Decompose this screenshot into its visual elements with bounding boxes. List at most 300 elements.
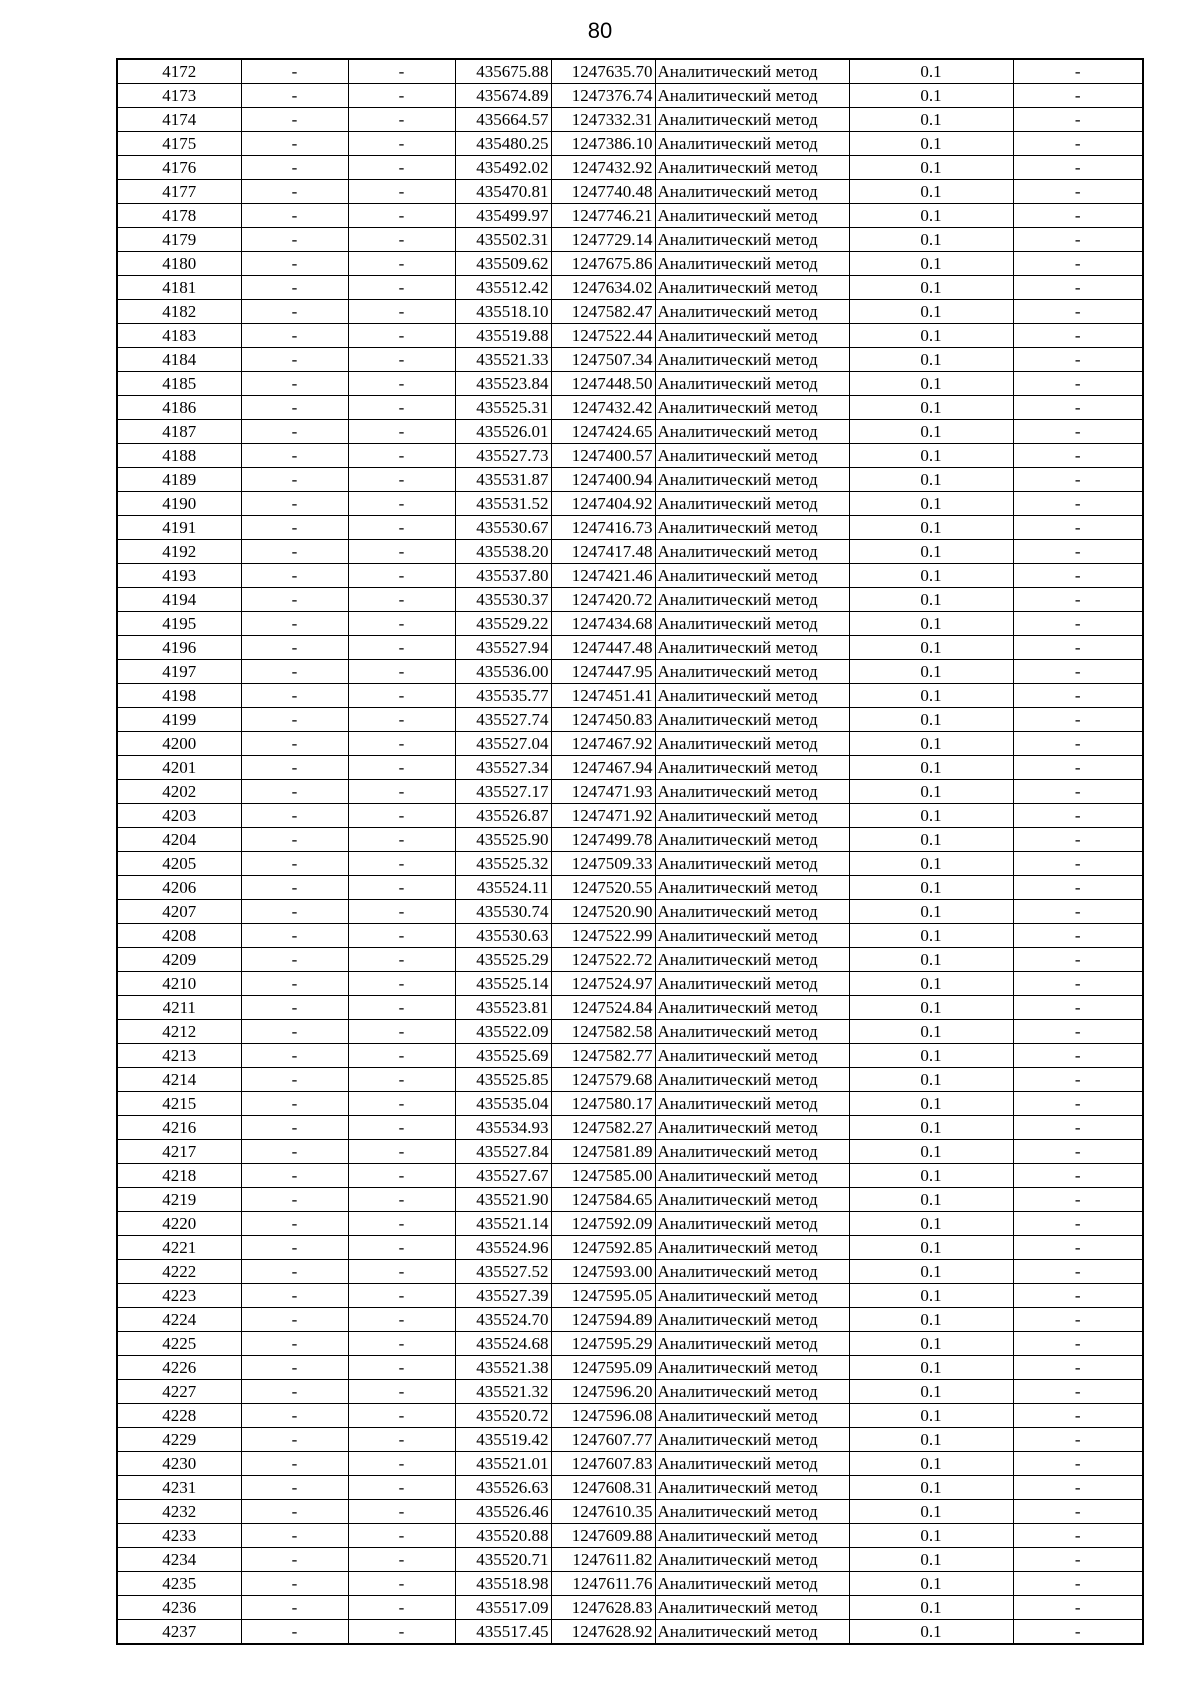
empty-cell-a: -	[241, 756, 348, 780]
table-row	[117, 1476, 1143, 1500]
table-row	[117, 276, 1143, 300]
empty-cell-c: -	[1013, 780, 1143, 804]
method-cell: Аналитический метод	[655, 1260, 849, 1284]
method-cell: Аналитический метод	[655, 1572, 849, 1596]
accuracy-cell: 0.1	[849, 852, 1013, 876]
x-coordinate-cell: 435512.42	[455, 276, 551, 300]
accuracy-cell: 0.1	[849, 1404, 1013, 1428]
empty-cell-a: -	[241, 804, 348, 828]
accuracy-cell: 0.1	[849, 324, 1013, 348]
table-row	[117, 156, 1143, 180]
method-cell: Аналитический метод	[655, 132, 849, 156]
empty-cell-a: -	[241, 828, 348, 852]
point-number-cell: 4226	[117, 1356, 241, 1380]
empty-cell-c: -	[1013, 156, 1143, 180]
point-number-cell: 4237	[117, 1620, 241, 1645]
accuracy-cell: 0.1	[849, 588, 1013, 612]
y-coordinate-cell: 1247729.14	[551, 228, 655, 252]
y-coordinate-cell: 1247596.08	[551, 1404, 655, 1428]
coordinates-table	[116, 58, 1144, 1645]
empty-cell-a: -	[241, 1524, 348, 1548]
empty-cell-b: -	[348, 972, 455, 996]
empty-cell-b: -	[348, 492, 455, 516]
table-row	[117, 1380, 1143, 1404]
y-coordinate-cell: 1247332.31	[551, 108, 655, 132]
point-number-cell: 4203	[117, 804, 241, 828]
table-row	[117, 300, 1143, 324]
empty-cell-a: -	[241, 564, 348, 588]
point-number-cell: 4198	[117, 684, 241, 708]
table-row	[117, 1284, 1143, 1308]
y-coordinate-cell: 1247746.21	[551, 204, 655, 228]
empty-cell-c: -	[1013, 492, 1143, 516]
table-row	[117, 1620, 1143, 1645]
empty-cell-a: -	[241, 1260, 348, 1284]
point-number-cell: 4201	[117, 756, 241, 780]
point-number-cell: 4236	[117, 1596, 241, 1620]
empty-cell-a: -	[241, 1116, 348, 1140]
accuracy-cell: 0.1	[849, 1188, 1013, 1212]
method-cell: Аналитический метод	[655, 1308, 849, 1332]
y-coordinate-cell: 1247507.34	[551, 348, 655, 372]
x-coordinate-cell: 435520.72	[455, 1404, 551, 1428]
x-coordinate-cell: 435521.38	[455, 1356, 551, 1380]
method-cell: Аналитический метод	[655, 1380, 849, 1404]
x-coordinate-cell: 435526.87	[455, 804, 551, 828]
accuracy-cell: 0.1	[849, 1524, 1013, 1548]
y-coordinate-cell: 1247595.29	[551, 1332, 655, 1356]
point-number-cell: 4204	[117, 828, 241, 852]
point-number-cell: 4174	[117, 108, 241, 132]
accuracy-cell: 0.1	[849, 1428, 1013, 1452]
x-coordinate-cell: 435526.63	[455, 1476, 551, 1500]
empty-cell-c: -	[1013, 1236, 1143, 1260]
point-number-cell: 4187	[117, 420, 241, 444]
empty-cell-c: -	[1013, 948, 1143, 972]
empty-cell-b: -	[348, 1620, 455, 1645]
accuracy-cell: 0.1	[849, 828, 1013, 852]
y-coordinate-cell: 1247592.09	[551, 1212, 655, 1236]
empty-cell-c: -	[1013, 132, 1143, 156]
empty-cell-b: -	[348, 372, 455, 396]
y-coordinate-cell: 1247635.70	[551, 59, 655, 84]
empty-cell-c: -	[1013, 924, 1143, 948]
y-coordinate-cell: 1247522.44	[551, 324, 655, 348]
empty-cell-c: -	[1013, 1548, 1143, 1572]
method-cell: Аналитический метод	[655, 588, 849, 612]
empty-cell-b: -	[348, 1572, 455, 1596]
y-coordinate-cell: 1247580.17	[551, 1092, 655, 1116]
point-number-cell: 4217	[117, 1140, 241, 1164]
empty-cell-a: -	[241, 1404, 348, 1428]
point-number-cell: 4178	[117, 204, 241, 228]
empty-cell-a: -	[241, 132, 348, 156]
table-row	[117, 660, 1143, 684]
point-number-cell: 4184	[117, 348, 241, 372]
empty-cell-a: -	[241, 996, 348, 1020]
table-row	[117, 1212, 1143, 1236]
x-coordinate-cell: 435530.63	[455, 924, 551, 948]
accuracy-cell: 0.1	[849, 180, 1013, 204]
accuracy-cell: 0.1	[849, 1452, 1013, 1476]
method-cell: Аналитический метод	[655, 828, 849, 852]
empty-cell-b: -	[348, 1044, 455, 1068]
point-number-cell: 4230	[117, 1452, 241, 1476]
method-cell: Аналитический метод	[655, 684, 849, 708]
method-cell: Аналитический метод	[655, 1452, 849, 1476]
table-row	[117, 228, 1143, 252]
x-coordinate-cell: 435531.87	[455, 468, 551, 492]
empty-cell-a: -	[241, 276, 348, 300]
empty-cell-a: -	[241, 708, 348, 732]
x-coordinate-cell: 435519.88	[455, 324, 551, 348]
method-cell: Аналитический метод	[655, 468, 849, 492]
empty-cell-c: -	[1013, 180, 1143, 204]
table-row	[117, 588, 1143, 612]
empty-cell-a: -	[241, 1188, 348, 1212]
table-row	[117, 1020, 1143, 1044]
empty-cell-a: -	[241, 1500, 348, 1524]
point-number-cell: 4212	[117, 1020, 241, 1044]
empty-cell-a: -	[241, 228, 348, 252]
method-cell: Аналитический метод	[655, 1068, 849, 1092]
x-coordinate-cell: 435521.01	[455, 1452, 551, 1476]
x-coordinate-cell: 435529.22	[455, 612, 551, 636]
accuracy-cell: 0.1	[849, 1596, 1013, 1620]
point-number-cell: 4213	[117, 1044, 241, 1068]
x-coordinate-cell: 435525.32	[455, 852, 551, 876]
empty-cell-c: -	[1013, 372, 1143, 396]
empty-cell-a: -	[241, 636, 348, 660]
empty-cell-c: -	[1013, 732, 1143, 756]
table-row	[117, 1572, 1143, 1596]
table-row	[117, 1308, 1143, 1332]
empty-cell-a: -	[241, 1356, 348, 1380]
empty-cell-b: -	[348, 444, 455, 468]
accuracy-cell: 0.1	[849, 780, 1013, 804]
x-coordinate-cell: 435517.45	[455, 1620, 551, 1645]
method-cell: Аналитический метод	[655, 1548, 849, 1572]
empty-cell-a: -	[241, 948, 348, 972]
accuracy-cell: 0.1	[849, 1092, 1013, 1116]
method-cell: Аналитический метод	[655, 1188, 849, 1212]
empty-cell-c: -	[1013, 636, 1143, 660]
accuracy-cell: 0.1	[849, 84, 1013, 108]
method-cell: Аналитический метод	[655, 228, 849, 252]
accuracy-cell: 0.1	[849, 1356, 1013, 1380]
empty-cell-a: -	[241, 1428, 348, 1452]
point-number-cell: 4231	[117, 1476, 241, 1500]
method-cell: Аналитический метод	[655, 732, 849, 756]
method-cell: Аналитический метод	[655, 396, 849, 420]
empty-cell-c: -	[1013, 1596, 1143, 1620]
method-cell: Аналитический метод	[655, 1524, 849, 1548]
y-coordinate-cell: 1247434.68	[551, 612, 655, 636]
y-coordinate-cell: 1247607.83	[551, 1452, 655, 1476]
method-cell: Аналитический метод	[655, 708, 849, 732]
page-number: 80	[587, 18, 613, 43]
empty-cell-a: -	[241, 780, 348, 804]
x-coordinate-cell: 435534.93	[455, 1116, 551, 1140]
table-row	[117, 252, 1143, 276]
accuracy-cell: 0.1	[849, 1212, 1013, 1236]
y-coordinate-cell: 1247634.02	[551, 276, 655, 300]
method-cell: Аналитический метод	[655, 540, 849, 564]
empty-cell-a: -	[241, 252, 348, 276]
table-row	[117, 1452, 1143, 1476]
point-number-cell: 4200	[117, 732, 241, 756]
empty-cell-b: -	[348, 996, 455, 1020]
x-coordinate-cell: 435527.73	[455, 444, 551, 468]
accuracy-cell: 0.1	[849, 636, 1013, 660]
empty-cell-a: -	[241, 1332, 348, 1356]
empty-cell-b: -	[348, 1548, 455, 1572]
empty-cell-a: -	[241, 1572, 348, 1596]
method-cell: Аналитический метод	[655, 59, 849, 84]
table-row	[117, 1068, 1143, 1092]
method-cell: Аналитический метод	[655, 780, 849, 804]
table-row	[117, 780, 1143, 804]
table-row	[117, 324, 1143, 348]
x-coordinate-cell: 435535.04	[455, 1092, 551, 1116]
empty-cell-a: -	[241, 108, 348, 132]
y-coordinate-cell: 1247424.65	[551, 420, 655, 444]
method-cell: Аналитический метод	[655, 1332, 849, 1356]
empty-cell-b: -	[348, 59, 455, 84]
empty-cell-b: -	[348, 348, 455, 372]
method-cell: Аналитический метод	[655, 156, 849, 180]
y-coordinate-cell: 1247522.72	[551, 948, 655, 972]
table-row	[117, 468, 1143, 492]
table-row	[117, 1116, 1143, 1140]
point-number-cell: 4177	[117, 180, 241, 204]
empty-cell-b: -	[348, 1380, 455, 1404]
y-coordinate-cell: 1247675.86	[551, 252, 655, 276]
table-row	[117, 1356, 1143, 1380]
point-number-cell: 4232	[117, 1500, 241, 1524]
accuracy-cell: 0.1	[849, 732, 1013, 756]
method-cell: Аналитический метод	[655, 300, 849, 324]
empty-cell-b: -	[348, 1452, 455, 1476]
y-coordinate-cell: 1247582.27	[551, 1116, 655, 1140]
empty-cell-a: -	[241, 396, 348, 420]
x-coordinate-cell: 435524.70	[455, 1308, 551, 1332]
empty-cell-b: -	[348, 1164, 455, 1188]
empty-cell-b: -	[348, 156, 455, 180]
method-cell: Аналитический метод	[655, 1476, 849, 1500]
table-row	[117, 972, 1143, 996]
empty-cell-c: -	[1013, 1092, 1143, 1116]
empty-cell-a: -	[241, 59, 348, 84]
accuracy-cell: 0.1	[849, 1164, 1013, 1188]
empty-cell-c: -	[1013, 59, 1143, 84]
point-number-cell: 4224	[117, 1308, 241, 1332]
point-number-cell: 4189	[117, 468, 241, 492]
y-coordinate-cell: 1247596.20	[551, 1380, 655, 1404]
y-coordinate-cell: 1247592.85	[551, 1236, 655, 1260]
empty-cell-b: -	[348, 1260, 455, 1284]
y-coordinate-cell: 1247608.31	[551, 1476, 655, 1500]
y-coordinate-cell: 1247432.42	[551, 396, 655, 420]
table-row	[117, 444, 1143, 468]
empty-cell-a: -	[241, 1620, 348, 1645]
table-row	[117, 204, 1143, 228]
y-coordinate-cell: 1247447.48	[551, 636, 655, 660]
empty-cell-a: -	[241, 876, 348, 900]
table-row	[117, 1236, 1143, 1260]
empty-cell-a: -	[241, 468, 348, 492]
empty-cell-a: -	[241, 1284, 348, 1308]
accuracy-cell: 0.1	[849, 924, 1013, 948]
method-cell: Аналитический метод	[655, 1404, 849, 1428]
table-row	[117, 108, 1143, 132]
table-row	[117, 1596, 1143, 1620]
y-coordinate-cell: 1247584.65	[551, 1188, 655, 1212]
point-number-cell: 4179	[117, 228, 241, 252]
x-coordinate-cell: 435530.67	[455, 516, 551, 540]
accuracy-cell: 0.1	[849, 684, 1013, 708]
empty-cell-b: -	[348, 636, 455, 660]
point-number-cell: 4234	[117, 1548, 241, 1572]
method-cell: Аналитический метод	[655, 996, 849, 1020]
empty-cell-b: -	[348, 300, 455, 324]
method-cell: Аналитический метод	[655, 1500, 849, 1524]
y-coordinate-cell: 1247447.95	[551, 660, 655, 684]
x-coordinate-cell: 435674.89	[455, 84, 551, 108]
point-number-cell: 4180	[117, 252, 241, 276]
point-number-cell: 4205	[117, 852, 241, 876]
empty-cell-c: -	[1013, 348, 1143, 372]
y-coordinate-cell: 1247524.84	[551, 996, 655, 1020]
method-cell: Аналитический метод	[655, 1236, 849, 1260]
x-coordinate-cell: 435526.01	[455, 420, 551, 444]
point-number-cell: 4183	[117, 324, 241, 348]
table-row	[117, 1188, 1143, 1212]
empty-cell-c: -	[1013, 1188, 1143, 1212]
y-coordinate-cell: 1247400.57	[551, 444, 655, 468]
empty-cell-a: -	[241, 84, 348, 108]
table-row	[117, 900, 1143, 924]
empty-cell-c: -	[1013, 900, 1143, 924]
table-row	[117, 996, 1143, 1020]
method-cell: Аналитический метод	[655, 876, 849, 900]
empty-cell-b: -	[348, 1404, 455, 1428]
x-coordinate-cell: 435527.94	[455, 636, 551, 660]
empty-cell-a: -	[241, 1044, 348, 1068]
empty-cell-b: -	[348, 1116, 455, 1140]
x-coordinate-cell: 435521.14	[455, 1212, 551, 1236]
x-coordinate-cell: 435535.77	[455, 684, 551, 708]
method-cell: Аналитический метод	[655, 1020, 849, 1044]
accuracy-cell: 0.1	[849, 612, 1013, 636]
empty-cell-b: -	[348, 924, 455, 948]
empty-cell-a: -	[241, 972, 348, 996]
table-row	[117, 1428, 1143, 1452]
point-number-cell: 4225	[117, 1332, 241, 1356]
point-number-cell: 4235	[117, 1572, 241, 1596]
empty-cell-c: -	[1013, 684, 1143, 708]
empty-cell-b: -	[348, 684, 455, 708]
empty-cell-b: -	[348, 1500, 455, 1524]
empty-cell-c: -	[1013, 828, 1143, 852]
table-row	[117, 1044, 1143, 1068]
empty-cell-a: -	[241, 900, 348, 924]
x-coordinate-cell: 435525.14	[455, 972, 551, 996]
accuracy-cell: 0.1	[849, 1044, 1013, 1068]
empty-cell-c: -	[1013, 804, 1143, 828]
x-coordinate-cell: 435519.42	[455, 1428, 551, 1452]
table-row	[117, 1404, 1143, 1428]
point-number-cell: 4233	[117, 1524, 241, 1548]
table-row	[117, 1500, 1143, 1524]
x-coordinate-cell: 435527.34	[455, 756, 551, 780]
x-coordinate-cell: 435531.52	[455, 492, 551, 516]
y-coordinate-cell: 1247499.78	[551, 828, 655, 852]
method-cell: Аналитический метод	[655, 1596, 849, 1620]
y-coordinate-cell: 1247520.55	[551, 876, 655, 900]
empty-cell-c: -	[1013, 1500, 1143, 1524]
empty-cell-a: -	[241, 324, 348, 348]
empty-cell-a: -	[241, 612, 348, 636]
method-cell: Аналитический метод	[655, 180, 849, 204]
x-coordinate-cell: 435538.20	[455, 540, 551, 564]
empty-cell-a: -	[241, 372, 348, 396]
y-coordinate-cell: 1247607.77	[551, 1428, 655, 1452]
empty-cell-b: -	[348, 324, 455, 348]
point-number-cell: 4216	[117, 1116, 241, 1140]
x-coordinate-cell: 435527.74	[455, 708, 551, 732]
accuracy-cell: 0.1	[849, 660, 1013, 684]
method-cell: Аналитический метод	[655, 900, 849, 924]
method-cell: Аналитический метод	[655, 84, 849, 108]
point-number-cell: 4182	[117, 300, 241, 324]
point-number-cell: 4215	[117, 1092, 241, 1116]
empty-cell-a: -	[241, 348, 348, 372]
empty-cell-c: -	[1013, 108, 1143, 132]
empty-cell-b: -	[348, 1596, 455, 1620]
table-row	[117, 372, 1143, 396]
table-row	[117, 420, 1143, 444]
empty-cell-c: -	[1013, 396, 1143, 420]
table-row	[117, 1548, 1143, 1572]
empty-cell-c: -	[1013, 1140, 1143, 1164]
y-coordinate-cell: 1247582.77	[551, 1044, 655, 1068]
empty-cell-a: -	[241, 1068, 348, 1092]
method-cell: Аналитический метод	[655, 924, 849, 948]
y-coordinate-cell: 1247376.74	[551, 84, 655, 108]
table-row	[117, 84, 1143, 108]
empty-cell-c: -	[1013, 1116, 1143, 1140]
table-row	[117, 948, 1143, 972]
accuracy-cell: 0.1	[849, 1140, 1013, 1164]
empty-cell-b: -	[348, 180, 455, 204]
empty-cell-b: -	[348, 900, 455, 924]
y-coordinate-cell: 1247450.83	[551, 708, 655, 732]
empty-cell-b: -	[348, 1188, 455, 1212]
accuracy-cell: 0.1	[849, 1620, 1013, 1645]
accuracy-cell: 0.1	[849, 1236, 1013, 1260]
point-number-cell: 4196	[117, 636, 241, 660]
empty-cell-a: -	[241, 1596, 348, 1620]
accuracy-cell: 0.1	[849, 900, 1013, 924]
accuracy-cell: 0.1	[849, 1308, 1013, 1332]
empty-cell-b: -	[348, 588, 455, 612]
empty-cell-c: -	[1013, 1044, 1143, 1068]
empty-cell-c: -	[1013, 564, 1143, 588]
empty-cell-b: -	[348, 420, 455, 444]
empty-cell-b: -	[348, 1020, 455, 1044]
table-row	[117, 348, 1143, 372]
